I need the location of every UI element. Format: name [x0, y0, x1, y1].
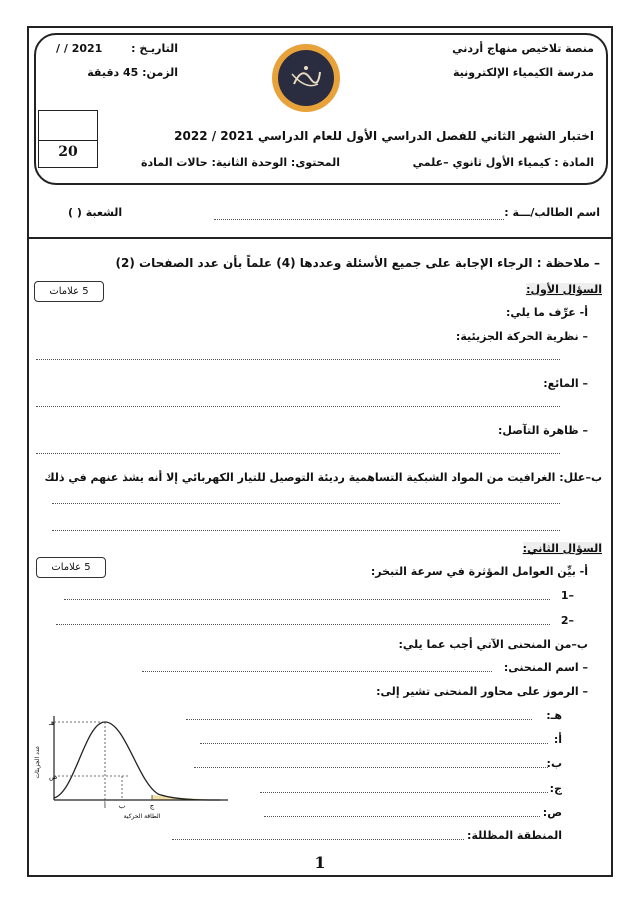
platform-name: منصة تلاخيص منهاج أردني [452, 42, 594, 55]
q2-a-item-1: –1 [560, 589, 574, 602]
subject: المادة : كيمياء الأول ثانوي –علمي [412, 156, 594, 169]
x-tick-b: ب [118, 802, 126, 810]
q1-b-text: ب–علل: الغرافيت من المواد الشبكية التساهمية رديئة التوصيل للتيار الكهربائي إلا أنه يشذ عنهم في ذلك [44, 471, 602, 484]
q2-a-title: أ- بيِّن العوامل المؤثرة في سرعة التبخر: [370, 565, 588, 578]
answer-line[interactable] [142, 671, 492, 672]
answer-line[interactable] [52, 530, 560, 531]
date-value: / / 2021 [56, 42, 103, 55]
answer-line[interactable] [64, 599, 550, 600]
symbol-a: أ: [553, 733, 562, 746]
score-total: 20 [58, 144, 78, 160]
q1-item-3: – ظاهرة التآصل: [498, 424, 588, 437]
distribution-curve-diagram [30, 712, 240, 824]
separator [27, 237, 613, 239]
symbol-s: ص: [542, 806, 562, 819]
q1-marks-badge: 5 علامات [34, 281, 104, 302]
exam-title: اختبار الشهر الثاني للفصل الدراسي الأول للعام الدراسي 2021 / 2022 [174, 129, 594, 143]
curve-name-label: – اسم المنحنى: [503, 661, 588, 674]
page-number: 1 [314, 853, 326, 872]
q2-a-item-2: –2 [560, 614, 574, 627]
time-label: الزمن: 45 دقيقة [87, 66, 178, 79]
answer-line[interactable] [36, 453, 560, 454]
y-axis-label: عدد الجزيئات [34, 745, 41, 779]
y-tick-s: ص [49, 773, 58, 781]
symbol-b: ب: [546, 757, 562, 770]
section-label: الشعبة ( ) [68, 206, 123, 219]
answer-line[interactable] [36, 359, 560, 360]
q2-marks-badge: 5 علامات [36, 557, 106, 578]
answer-line[interactable] [36, 406, 560, 407]
date-label: التاريـخ : [131, 42, 178, 55]
q1-a-title: أ- عرِّف ما يلي: [505, 306, 588, 319]
note: – ملاحظة : الرجاء الإجابة على جميع الأسئلة وعددها (4) علماً بأن عدد الصفحات (2) [115, 256, 600, 270]
symbol-j: ج: [549, 782, 562, 795]
student-name-label: اسم الطالب/ـــة : [504, 206, 600, 219]
shaded-area-label: المنطقة المظللة: [467, 829, 562, 842]
score-box [38, 110, 98, 168]
q1-title: السؤال الأول: [526, 283, 602, 296]
answer-line[interactable] [56, 624, 550, 625]
x-axis-label: الطاقة الحركية [123, 813, 161, 820]
student-name-field[interactable] [214, 219, 504, 220]
answer-line[interactable] [260, 792, 548, 793]
school-logo [272, 44, 340, 112]
x-tick-j: ج [149, 802, 155, 810]
distribution-curve [54, 722, 220, 800]
answer-line[interactable] [200, 743, 548, 744]
answer-line[interactable] [172, 839, 464, 840]
symbol-h: هـ: [546, 709, 562, 722]
answer-line[interactable] [264, 816, 540, 817]
school-name: مدرسة الكيمياء الإلكترونية [452, 66, 594, 79]
axes-question: – الرموز على محاور المنحنى تشير إلى: [376, 685, 588, 698]
answer-line[interactable] [194, 767, 548, 768]
q1-item-2: – المائع: [543, 377, 588, 390]
x-tick-a: أ [104, 802, 106, 810]
q1-item-1: – نظرية الحركة الجزيئية: [455, 330, 588, 343]
q2-b-title: ب–من المنحنى الآتي أجب عما يلي: [398, 638, 588, 651]
q2-title: السؤال الثاني: [522, 542, 602, 555]
answer-line[interactable] [52, 503, 560, 504]
y-tick-h: هـ [49, 719, 55, 727]
content: المحتوى: الوحدة الثانية: حالات المادة [140, 156, 340, 169]
